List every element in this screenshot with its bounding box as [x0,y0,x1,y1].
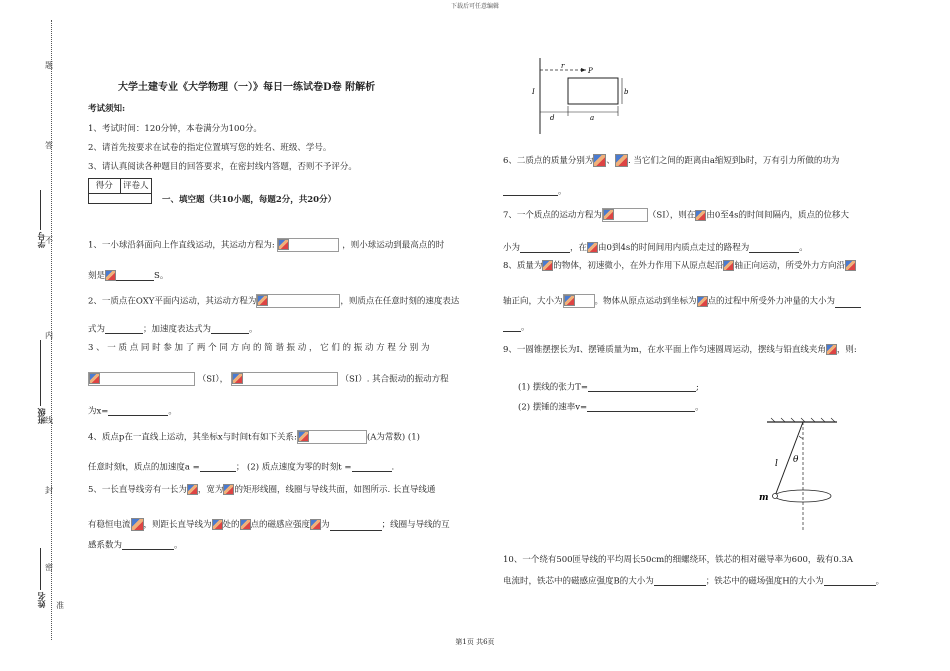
seal-char-1: 题 [45,61,53,70]
answer-blank[interactable] [503,322,521,332]
answer-blank[interactable] [105,324,143,334]
notice-item-1: 1、考试时间：120分钟，本卷满分为100分。 [88,124,262,134]
formula-image [256,294,340,308]
seal-char-8: 准 [56,601,64,610]
image-icon [697,296,708,307]
seal-char-2: 答 [45,141,53,150]
question-3-line-2: （SI）， （SI）. 其合振动的振动方程 [88,372,449,386]
question-3-line-3: 为x= 。 [88,406,177,417]
image-icon [131,518,144,531]
answer-blank[interactable] [587,402,695,412]
class-label: 班级 [36,408,46,424]
rectangular-coil [568,78,618,104]
image-icon [223,484,234,495]
label-a: a [590,114,595,122]
name-label: 姓名 [36,592,46,608]
question-7-line-2: 小为 ，在 由0到4s的时间间用内质点走过的路程为 。 [503,243,808,253]
image-icon [564,295,575,306]
question-9-part-2: (2) 摆锤的速率v= 。 [518,402,704,413]
image-icon [89,373,100,384]
image-icon [695,210,706,221]
image-icon [845,260,856,271]
formula-image [602,208,648,222]
seal-char-6: 封 [45,486,53,495]
question-2-line-1: 2、一质点在OXY平面内运动，其运动方程为 ，则质点在任意时刻的速度表达 [88,294,459,308]
notice-item-3: 3、请认真阅读各种题目的回答要求，在密封线内答题，否则不予评分。 [88,162,357,172]
label-b: b [624,88,629,96]
question-4-line-2: 任意时刻t，质点的加速度a = ； (2) 质点速度为零的时刻t = . [88,462,395,473]
label-p: P [588,67,593,75]
question-8-line-2: 轴正向，大小为 。物体从原点运动到坐标为 点的过程中所受外力冲量的大小为 [503,294,861,308]
seal-char-3: 不 [45,236,53,245]
arrow-icon [581,68,586,72]
image-icon [187,484,198,495]
question-9-part-1: (1) 摆线的张力T= ; [518,382,699,393]
section-heading: 一、填空题（共10小题，每题2分，共20分） [162,195,337,205]
class-line [40,340,41,406]
header-note: 下载后可任意编辑 [450,3,499,10]
image-icon [593,154,606,167]
question-8-line-1: 8、质量为 的物体，初速微小，在外力作用下从原点起沿 轴正向运动，所受外力方向沿 [503,260,856,271]
question-9-line-1: 9、一圆锥摆摆长为I、摆锤质量为m，在水平面上作匀速圆周运动，摆线与铅直线夹角 ，则: [503,345,857,355]
angle-arc [799,436,803,438]
question-5-line-3: 感系数为 。 [88,540,183,551]
question-5-line-1: 5、一长直导线旁有一长为 ，宽为 的矩形线圈，线圈与导线共面，如图所示. 长直导线通 [88,485,436,495]
formula-image [231,372,338,386]
question-4-line-1: 4、质点p在一直线上运动，其坐标x与时间t有如下关系: (A为常数) (1) [88,430,420,444]
label-m: m [759,493,769,503]
conical-pendulum-figure [755,414,845,532]
image-icon [240,519,251,530]
formula-image [297,430,367,444]
image-icon [232,373,243,384]
answer-blank[interactable] [122,540,174,550]
image-icon [826,344,837,355]
question-7-line-1: 7、一个质点的运动方程为 （SI），则在 由0至4s的时间间隔内，质点的位移大 [503,208,849,222]
image-icon [615,154,628,167]
image-icon [603,209,614,220]
seal-char-5: 线 [45,416,53,425]
page-footer: 第1页 共6页 [455,638,495,646]
score-table [88,178,152,204]
question-8-line-3: 。 [503,322,530,332]
image-icon [723,260,734,271]
image-icon [257,295,268,306]
notice-heading: 考试须知: [88,104,126,114]
answer-blank[interactable] [116,271,154,281]
answer-blank[interactable] [824,576,876,586]
circular-path [775,490,831,502]
question-10-line-2: 电流时，铁芯中的磁感应强度B的大小为 ；铁芯中的磁场强度H的大小为 。 [503,576,885,587]
page-title: 大学土建专业《大学物理（一）》每日一练试卷D卷 附解析 [118,82,376,93]
answer-blank[interactable] [211,324,249,334]
label-d: d [550,114,555,122]
question-1-line-2: 刻是 S。 [88,271,169,281]
answer-blank[interactable] [330,521,382,531]
image-icon [310,519,321,530]
answer-blank[interactable] [200,462,236,472]
image-icon [587,242,598,253]
answer-blank[interactable] [749,243,799,253]
pendulum-bob [773,494,778,499]
formula-image [88,372,195,386]
image-icon [542,260,553,271]
formula-image [563,294,595,308]
image-icon [105,270,116,281]
grader-label: 评卷人 [121,179,152,194]
student-id-line [40,190,41,230]
seal-char-4: 内 [45,331,53,340]
answer-blank[interactable] [108,406,168,416]
answer-blank[interactable] [503,186,558,196]
answer-blank[interactable] [835,298,861,308]
label-i: I [532,88,535,96]
image-icon [212,519,223,530]
question-5-line-2: 有稳恒电流 ，则距长直导线为 处的 点的磁感应强度 为 ；线圈与导线的互 [88,520,450,530]
student-id-label: 学号 [36,232,46,248]
image-icon [298,431,309,442]
notice-item-2: 2、请首先按要求在试卷的指定位置填写您的姓名、班级、学号。 [88,143,332,153]
answer-blank[interactable] [654,576,706,586]
name-line [40,548,41,590]
seal-char-7: 密 [45,563,53,572]
answer-blank[interactable] [588,382,696,392]
ceiling-hatching [771,418,835,422]
label-r: r [561,62,565,70]
answer-blank[interactable] [352,462,392,472]
question-6-line-1: 6、二质点的质量分别为 、 . 当它们之间的距离由a缩短到b时，万有引力所做的功为 [503,156,840,166]
pendulum-string [775,422,803,496]
question-10-line-1: 10、一个绕有500匝导线的平均周长50cm的细螺绕环，铁芯的相对磁导率为600，载有0.3A [503,555,854,565]
formula-image [277,238,339,252]
image-icon [278,239,289,250]
label-l: l [775,459,778,469]
question-1-line-1: 1、一小球沿斜面向上作直线运动，其运动方程为: ，则小球运动到最高点的时 [88,238,444,252]
wire-coil-figure [528,58,638,136]
question-3-line-1: 3 、 一 质 点 同 时 参 加 了 两 个 同 方 向 的 简 谐 振 动 ， 它 们 的 振 动 方 程 分 别 为 [88,343,430,353]
score-label: 得分 [89,179,121,194]
question-6-line-2: 。 [503,186,567,196]
question-2-line-2: 式为 ；加速度表达式为 。 [88,324,258,335]
answer-blank[interactable] [520,243,570,253]
label-theta: θ [793,455,799,465]
